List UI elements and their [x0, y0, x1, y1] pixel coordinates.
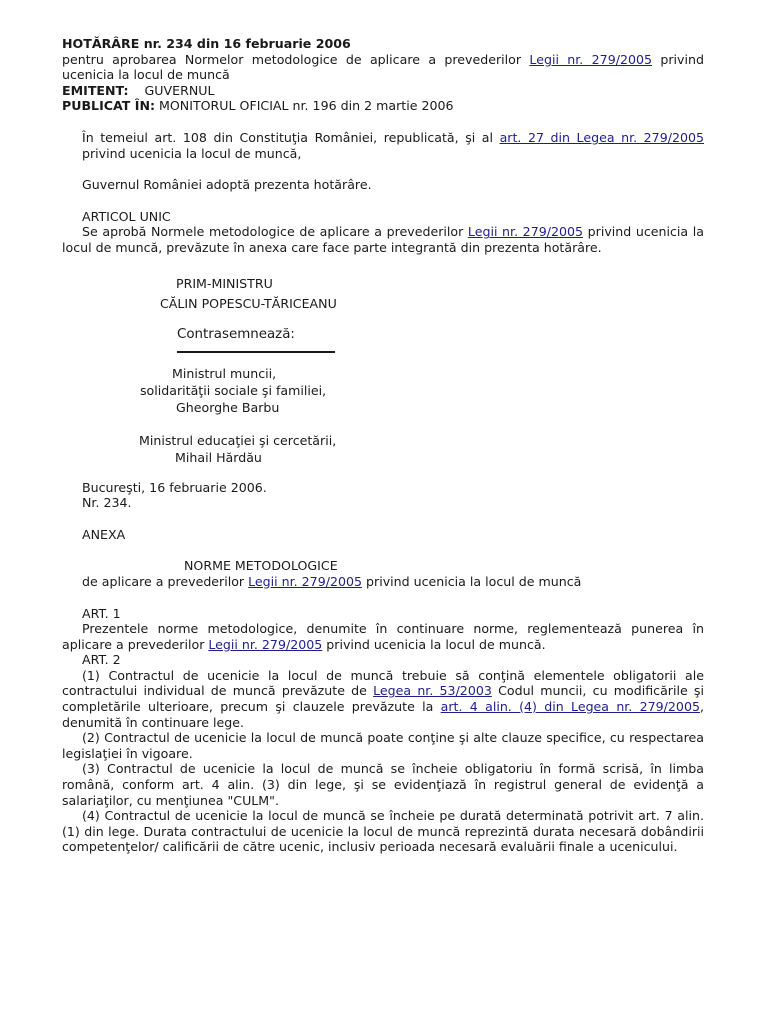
preamble-paragraph — [62, 130, 704, 161]
articol-unic-text-end: privind ucenicia la locul de muncă, prevăzute în anexa care face parte integrantă din prezenta hotărâre. — [62, 224, 704, 255]
art2-p1-text-a: (1) Contractul de ucenicie la locul de muncă trebuie să conţină elementele obligatorii ale contractului individual de muncă prevăzute de — [62, 667, 704, 699]
countersign-label: Contrasemnează: — [177, 326, 295, 342]
minister2-line1: Ministrul educaţiei şi cercetării, — [139, 432, 337, 448]
art-4-link[interactable]: art. 4 alin. (4) din Legea nr. 279/2005 — [440, 699, 700, 715]
emitent-label: EMITENT: — [62, 82, 129, 98]
publicat-value: MONITORUL OFICIAL nr. 196 din 2 martie 2006 — [159, 98, 454, 114]
norme-subtitle-end: privind ucenicia la locul de muncă — [362, 573, 582, 589]
document-title: HOTĂRÂRE nr. 234 din 16 februarie 2006 — [62, 36, 351, 51]
minister1-line1: Ministrul muncii, — [172, 365, 277, 381]
art1-heading: ART. 1 — [82, 605, 121, 621]
decision-number: Nr. 234. — [82, 495, 132, 511]
norme-subtitle-start: de aplicare a prevederilor — [82, 573, 249, 589]
minister2-name: Mihail Hărdău — [175, 449, 262, 465]
law-279-link[interactable]: Legii nr. 279/2005 — [529, 51, 652, 67]
pm-name: CĂLIN POPESCU-TĂRICEANU — [160, 295, 337, 311]
law-279-link-2[interactable]: Legii nr. 279/2005 — [467, 224, 584, 240]
signatures-block — [62, 256, 704, 466]
subtitle-text: pentru aprobarea Normelor metodologice de aplicare a prevederilor — [62, 51, 530, 67]
art1-text — [62, 621, 704, 652]
place-date: Bucureşti, 16 februarie 2006. — [82, 479, 267, 495]
art2-paragraph-4: (4) Contractul de ucenicie la locul de muncă se încheie pe durată determinată potrivit art. 7 alin. (1) din lege. Durata contractului de ucenicie la locul de muncă reprezintă durata necesară dobândirii competenţelor/ calificării de către ucenic, inclusiv perioada necesară evaluării finale a ucenicului. — [62, 808, 704, 855]
law-53-link[interactable]: Legea nr. 53/2003 — [373, 683, 492, 699]
countersign-rule — [177, 351, 335, 353]
articol-unic-heading: ARTICOL UNIC — [82, 208, 171, 224]
art2-p1-text-c: , denumită în continuare lege. — [62, 699, 704, 730]
law-279-link-4[interactable]: Legii nr. 279/2005 — [208, 636, 323, 652]
document-page — [62, 36, 704, 855]
art1-text-end: privind ucenicia la locul de muncă. — [322, 636, 546, 652]
adoption-statement: Guvernul României adoptă prezenta hotărâre. — [82, 177, 372, 193]
publicat-label: PUBLICAT ÎN: — [62, 98, 156, 114]
art2-paragraph-2: (2) Contractul de ucenicie la locul de muncă poate conţine şi alte clauze specifice, cu respectarea legislaţiei în vigoare. — [62, 730, 704, 761]
norme-title: NORME METODOLOGICE — [184, 558, 338, 574]
emitent-value: GUVERNUL — [144, 82, 215, 98]
publicat-line — [62, 98, 704, 114]
minister1-line2: solidarităţii sociale şi familiei, — [140, 382, 327, 398]
law-279-link-3[interactable]: Legii nr. 279/2005 — [248, 573, 363, 589]
art1-text-start: Prezentele norme metodologice, denumite în continuare norme, reglementează punerea în aplicare a prevederilor — [62, 621, 704, 652]
norme-subtitle — [62, 574, 704, 590]
subtitle-text-end: privind ucenicia la locul de muncă — [62, 51, 704, 83]
art2-paragraph-1 — [62, 668, 704, 730]
articol-unic-text-start: Se aprobă Normele metodologice de aplicare a prevederilor — [82, 224, 468, 240]
emitent-line — [62, 83, 704, 99]
art-27-link[interactable]: art. 27 din Legea nr. 279/2005 — [499, 129, 704, 145]
pm-title: PRIM-MINISTRU — [176, 275, 273, 291]
art2-heading: ART. 2 — [82, 652, 121, 668]
articol-unic-text — [62, 224, 704, 255]
preamble-text: În temeiul art. 108 din Constituţia României, republicată, şi al — [82, 129, 500, 145]
anexa-label: ANEXA — [82, 526, 126, 542]
document-subtitle — [62, 52, 704, 83]
preamble-text-end: privind ucenicia la locul de muncă, — [82, 145, 302, 161]
minister1-name: Gheorghe Barbu — [176, 399, 280, 415]
art2-p1-text-b: Codul muncii, cu modificările şi completările ulterioare, precum şi clauzele prevăzute la — [62, 683, 704, 715]
art2-paragraph-3: (3) Contractul de ucenicie la locul de muncă se încheie obligatoriu în formă scrisă, în limba română, conform art. 4 alin. (3) din lege, şi se evidenţiază în registrul general de evidenţă a salariaţilor, cu menţiunea "CULM". — [62, 761, 704, 808]
